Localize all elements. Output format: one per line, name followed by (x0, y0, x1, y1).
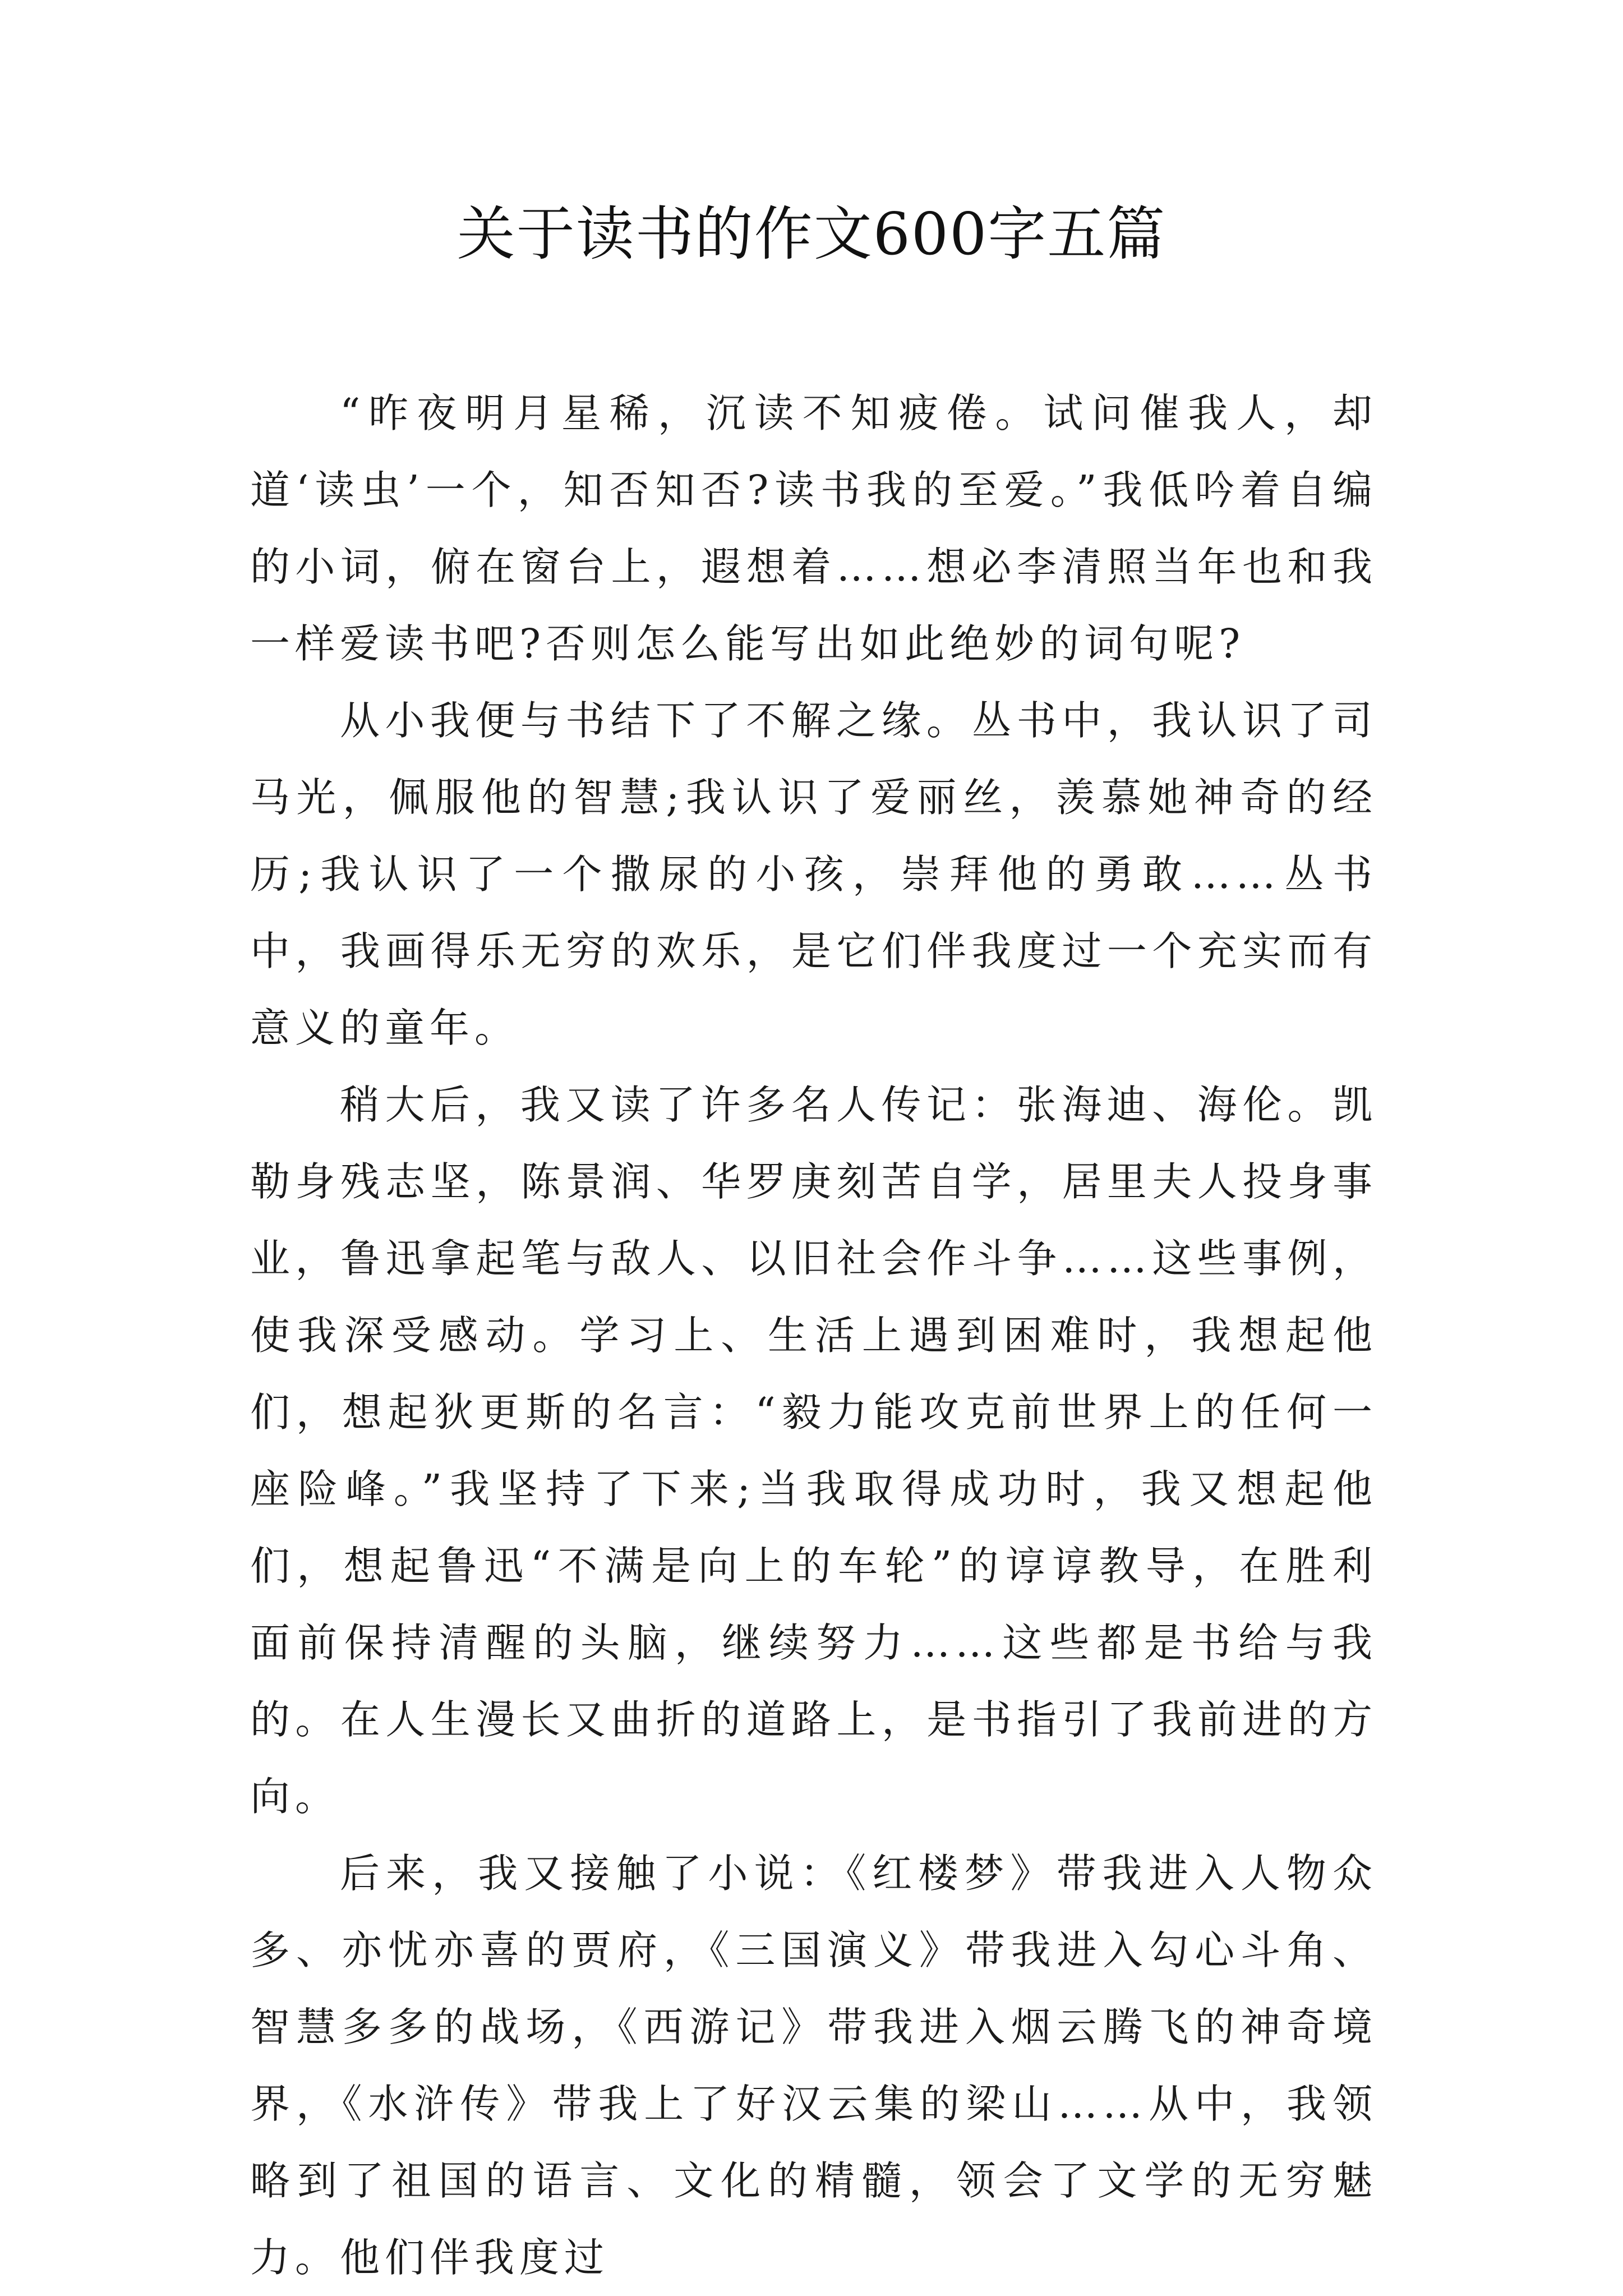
document-title: 关于读书的作文600字五篇 (457, 200, 1166, 268)
document-body (250, 375, 1377, 2296)
paragraph-1: “昨夜明月星稀，沉读不知疲倦。试问催我人，却道‘读虫’一个，知否知否?读书我的至爱。”我低吟着自编的小词，俯在窗台上，遐想着……想必李清照当年也和我一样爱读书吧?否则怎么能写出如此绝妙的词句呢? (250, 390, 1377, 667)
paragraph-3: 稍大后，我又读了许多名人传记：张海迪、海伦。凯勒身残志坚，陈景润、华罗庚刻苦自学，居里夫人投身事业，鲁迅拿起笔与敌人、以旧社会作斗争……这些事例，使我深受感动。学习上、生活上遇到困难时，我想起他们，想起狄更斯的名言：“毅力能攻克前世界上的任何一座险峰。”我坚持了下来;当我取得成功时，我又想起他们，想起鲁迅“不满是向上的车轮”的谆谆教导，在胜利面前保持清醒的头脑，继续努力……这些都是书给与我的。在人生漫长又曲折的道路上，是书指引了我前进的方向。 (250, 1082, 1377, 1820)
paragraph-2: 从小我便与书结下了不解之缘。丛书中，我认识了司马光，佩服他的智慧;我认识了爱丽丝，羡慕她神奇的经历;我认识了一个撒尿的小孩，崇拜他的勇敢……丛书中，我画得乐无穷的欢乐，是它们伴我度过一个充实而有意义的童年。 (250, 697, 1377, 1051)
paragraph-4: 后来，我又接触了小说：《红楼梦》带我进入人物众多、亦忧亦喜的贾府，《三国演义》带我进入勾心斗角、智慧多多的战场，《西游记》带我进入烟云腾飞的神奇境界，《水浒传》带我上了好汉云集的梁山……从中，我领略到了祖国的语言、文化的精髓，领会了文学的无穷魅力。他们伴我度过 (250, 1850, 1377, 2281)
